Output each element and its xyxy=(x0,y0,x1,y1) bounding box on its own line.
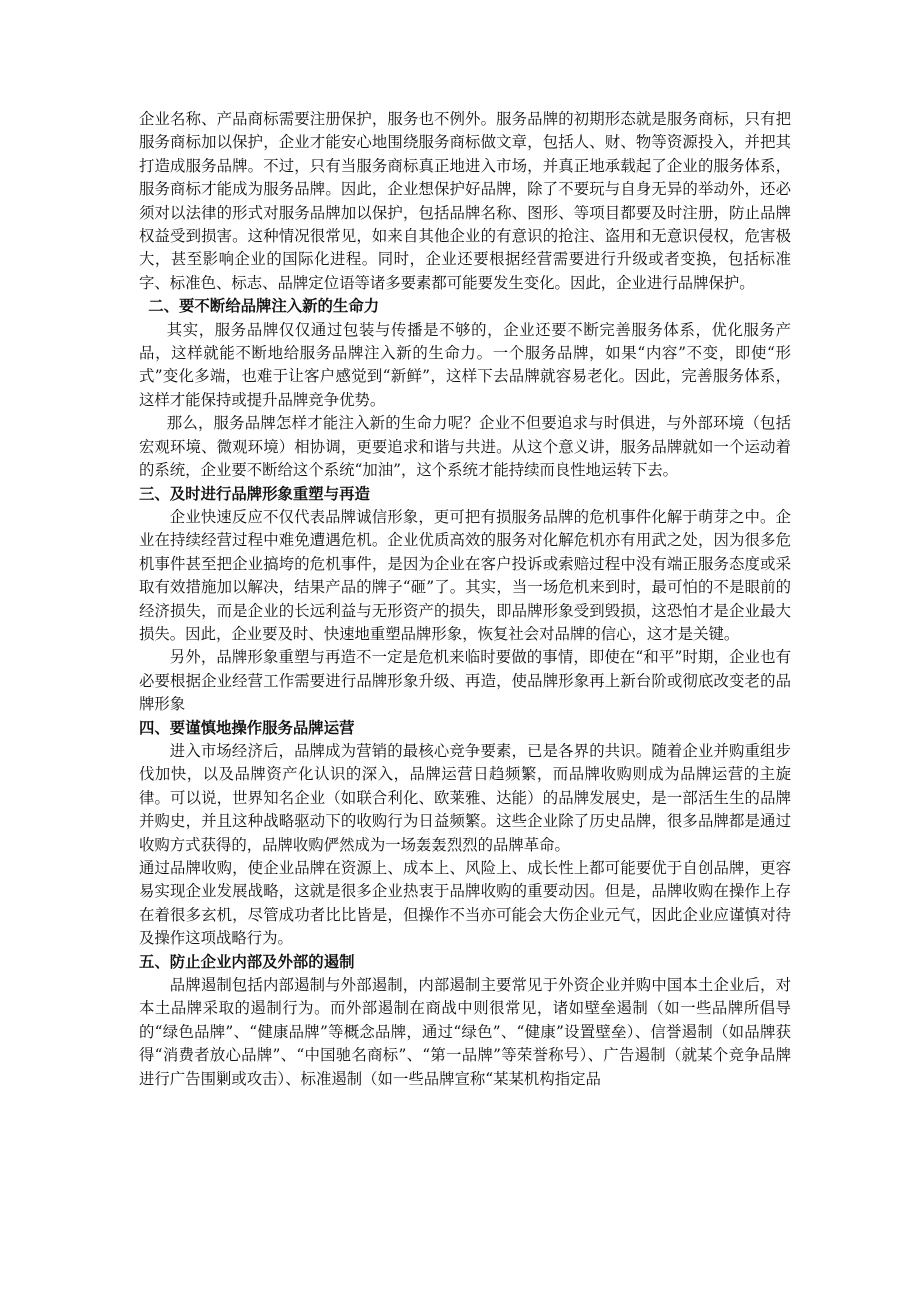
paragraph-brand-operation-1: 进入市场经济后，品牌成为营销的最核心竞争要素，已是各界的共识。随着企业并购重组步伐加快，以及品牌资产化认识的深入，品牌运营日趋频繁，而品牌收购则成为品牌运营的主旋律。可以说，世界知名企业（如联合利化、欧莱雅、达能）的品牌发展史，是一部活生生的品牌并购史，并且这种战略驱动下的收购行为日益频繁。这些企业除了历史品牌，很多品牌都是通过收购方式获得的，品牌收购俨然成为一场轰轰烈烈的品牌革命。 xyxy=(139,741,791,854)
paragraph-brand-operation-2: 通过品牌收购，使企业品牌在资源上、成本上、风险上、成长性上都可能要优于自创品牌，更容易实现企业发展战略，这就是很多企业热衷于品牌收购的重要动因。但是，品牌收购在操作上存在着很多玄机，尽管成功者比比皆是，但操作不当亦可能会大伤企业元气，因此企业应谨慎对待及操作这项战略行为。 xyxy=(139,859,791,948)
paragraph-vitality-2: 那么，服务品牌怎样才能注入新的生命力呢？企业不但要追求与时俱进，与外部环境（包括宏观环境、微观环境）相协调，更要追求和谐与共进。从这个意义讲，服务品牌就如一个运动着的系统，企业要不断给这个系统“加油”，这个系统才能持续而良性地运转下去。 xyxy=(139,414,791,480)
section-heading-5: 五、防止企业内部及外部的遏制 xyxy=(139,952,355,971)
section-heading-3: 三、及时进行品牌形象重塑与再造 xyxy=(139,484,370,503)
document-body xyxy=(139,108,791,1091)
section-heading-2: 二、要不断给品牌注入新的生命力 xyxy=(148,297,380,316)
section-heading-4: 四、要谨慎地操作服务品牌运营 xyxy=(139,718,355,737)
paragraph-image-rebuild-2: 另外，品牌形象重塑与再造不一定是危机来临时要做的事情，即使在“和平”时期，企业也有必要根据企业经营工作需要进行品牌形象升级、再造，使品牌形象再上新台阶或彻底改变老的品牌形象 xyxy=(139,648,791,714)
paragraph-image-rebuild-1: 企业快速反应不仅代表品牌诚信形象，更可把有损服务品牌的危机事件化解于萌芽之中。企业在持续经营过程中难免遭遇危机。企业优质高效的服务对化解危机亦有用武之处，因为很多危机事件甚至把企业搞垮的危机事件，是因为企业在客户投诉或索赔过程中没有端正服务态度或采取有效措施加以解决，结果产品的牌子“砸”了。其实，当一场危机来到时，最可怕的不是眼前的经济损失，而是企业的长远利益与无形资产的损失，即品牌形象受到毁损，这恐怕才是企业最大损失。因此，企业要及时、快速地重塑品牌形象，恢复社会对品牌的信心，这才是关键。 xyxy=(139,507,791,643)
paragraph-vitality-1: 其实，服务品牌仅仅通过包装与传播是不够的，企业还要不断完善服务体系，优化服务产品，这样就能不断地给服务品牌注入新的生命力。一个服务品牌，如果“内容”不变，即使“形式”变化多端，也难于让客户感觉到“新鲜”，这样下去品牌就容易老化。因此，完善服务体系，这样才能保持或提升品牌竞争优势。 xyxy=(139,320,791,409)
paragraph-brand-containment: 品牌遏制包括内部遏制与外部遏制，内部遏制主要常见于外资企业并购中国本土企业后，对本土品牌采取的遏制行为。而外部遏制在商战中则很常见，诸如壁垒遏制（如一些品牌所倡导的“绿色品牌”、“健康品牌”等概念品牌，通过“绿色”、“健康”设置壁垒）、信誉遏制（如品牌获得“消费者放心品牌”、“中国驰名商标”、“第一品牌”等荣誉称号）、广告遏制（就某个竞争品牌进行广告围剿或攻击）、标准遏制（如一些品牌宣称“某某机构指定品 xyxy=(139,976,791,1088)
paragraph-brand-protection: 企业名称、产品商标需要注册保护，服务也不例外。服务品牌的初期形态就是服务商标，只有把服务商标加以保护，企业才能安心地围绕服务商标做文章，包括人、财、物等资源投入，并把其打造成服务品牌。不过，只有当服务商标真正地进入市场，并真正地承载起了企业的服务体系，服务商标才能成为服务品牌。因此，企业想保护好品牌，除了不要玩与自身无异的举动外，还必须对以法律的形式对服务品牌加以保护，包括品牌名称、图形、等项目都要及时注册，防止品牌权益受到损害。这种情况很常见，如来自其他企业的有意识的抢注、盗用和无意识侵权，危害极大，甚至影响企业的国际化进程。同时，企业还要根据经营需要进行升级或者变换，包括标准字、标准色、标志、品牌定位语等诸多要素都可能要发生变化。因此，企业进行品牌保护。 xyxy=(139,110,791,292)
